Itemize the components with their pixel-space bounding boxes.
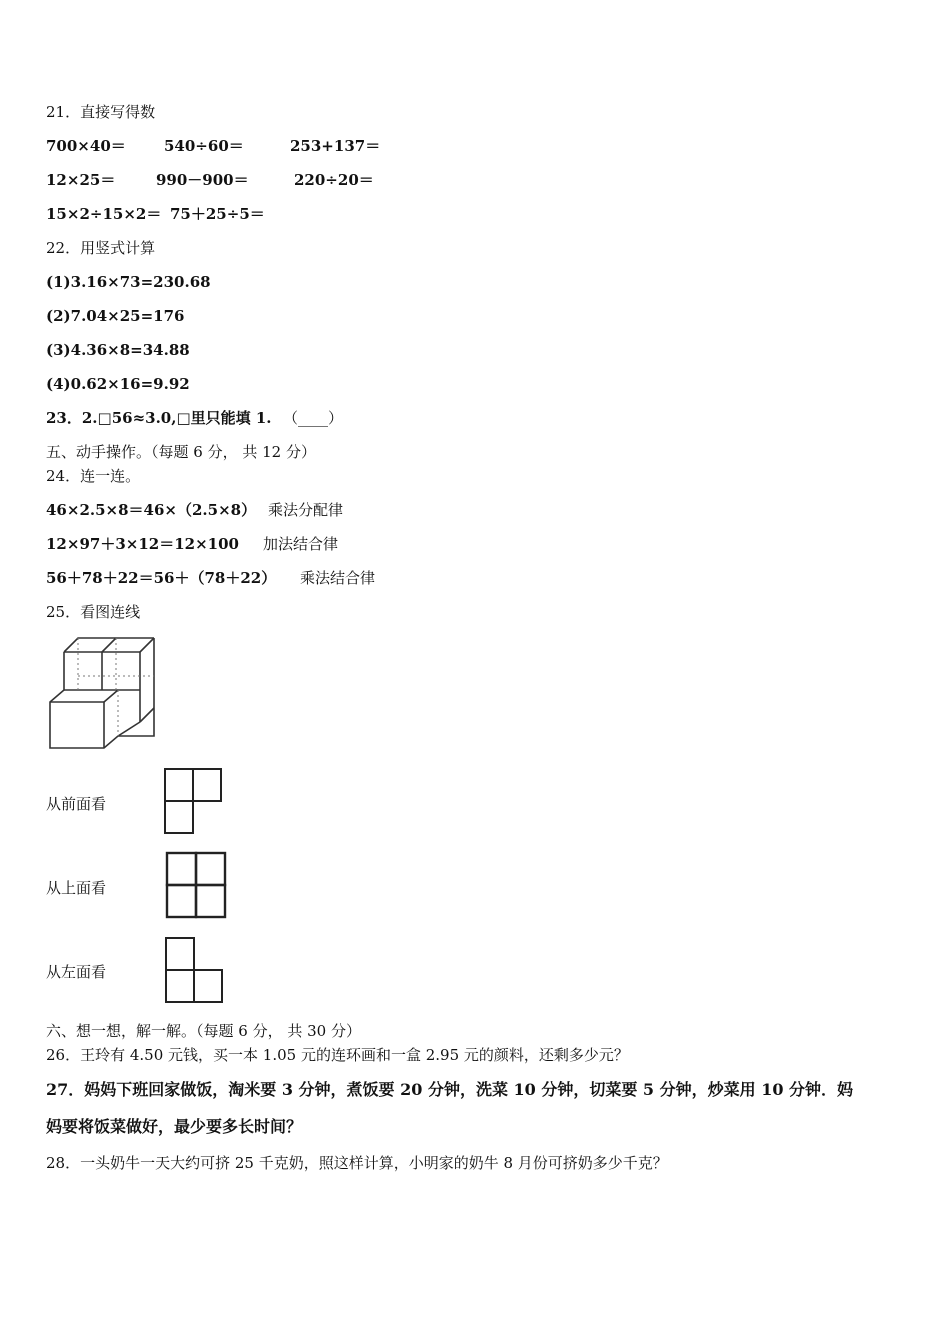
q21-r3-c1: 15×2÷15×2＝ — [46, 205, 162, 223]
q21-r2-c2: 990－900＝ — [156, 171, 249, 189]
q24-law-2: 加法结合律 — [263, 535, 339, 553]
q21-r1-c2: 540÷60＝ — [164, 137, 244, 155]
q25-title: 25．看图连线 — [46, 603, 141, 621]
q24-title: 24．连一连。 — [46, 467, 141, 485]
front-view-figure[interactable] — [163, 767, 225, 835]
q21-r1-c1: 700×40＝ — [46, 137, 126, 155]
q27-line-1: 27．妈妈下班回家做饭，淘米要 3 分钟，煮饭要 20 分钟，洗菜 10 分钟，切菜要 5 分钟，炒菜用 10 分钟．妈 — [46, 1080, 854, 1099]
q27-line-2: 妈要将饭菜做好，最少要多长时间？ — [46, 1117, 303, 1136]
q24-expr-2: 12×97＋3×12＝12×100 — [46, 535, 239, 553]
q21-r1-c3: 253+137＝ — [290, 137, 381, 155]
q28-text: 28．一头奶牛一天大约可挤 25 千克奶，照这样计算，小明家的奶牛 8 月份可挤奶多少千克？ — [46, 1154, 668, 1172]
view-label-top: 从上面看 — [46, 879, 107, 897]
q22-title: 22．用竖式计算 — [46, 239, 156, 257]
q23-answer-blank[interactable]: （____） — [283, 409, 344, 427]
left-view-figure[interactable] — [164, 936, 226, 1004]
q21-r2-c3: 220÷20＝ — [294, 171, 374, 189]
q24-law-3: 乘法结合律 — [300, 569, 376, 587]
q24-expr-3: 56＋78＋22＝56＋（78＋22） — [46, 569, 277, 587]
q24-law-1: 乘法分配律 — [268, 501, 344, 519]
q26-text: 26．王玲有 4.50 元钱，买一本 1.05 元的连环画和一盒 2.95 元的颜料，还剩多少元？ — [46, 1046, 629, 1064]
view-label-front: 从前面看 — [46, 795, 107, 813]
q22-item-1: (1)3.16×73=230.68 — [46, 273, 211, 291]
view-label-left: 从左面看 — [46, 963, 107, 981]
cube-assembly-figure — [44, 632, 160, 752]
section5-title: 五、动手操作。（每题 6 分， 共 12 分） — [46, 443, 316, 461]
q22-item-4: (4)0.62×16=9.92 — [46, 375, 190, 393]
q24-expr-1: 46×2.5×8＝46×（2.5×8） — [46, 501, 257, 519]
q21-r3-c2: 75＋25÷5＝ — [170, 205, 265, 223]
top-view-figure[interactable] — [165, 851, 229, 919]
q21-title: 21．直接写得数 — [46, 103, 156, 121]
q23-text: 23．2.□56≈3.0,□里只能填 1. — [46, 409, 272, 427]
q21-r2-c1: 12×25＝ — [46, 171, 116, 189]
q22-item-3: (3)4.36×8=34.88 — [46, 341, 190, 359]
q22-item-2: (2)7.04×25=176 — [46, 307, 185, 325]
section6-title: 六、想一想，解一解。（每题 6 分， 共 30 分） — [46, 1022, 361, 1040]
